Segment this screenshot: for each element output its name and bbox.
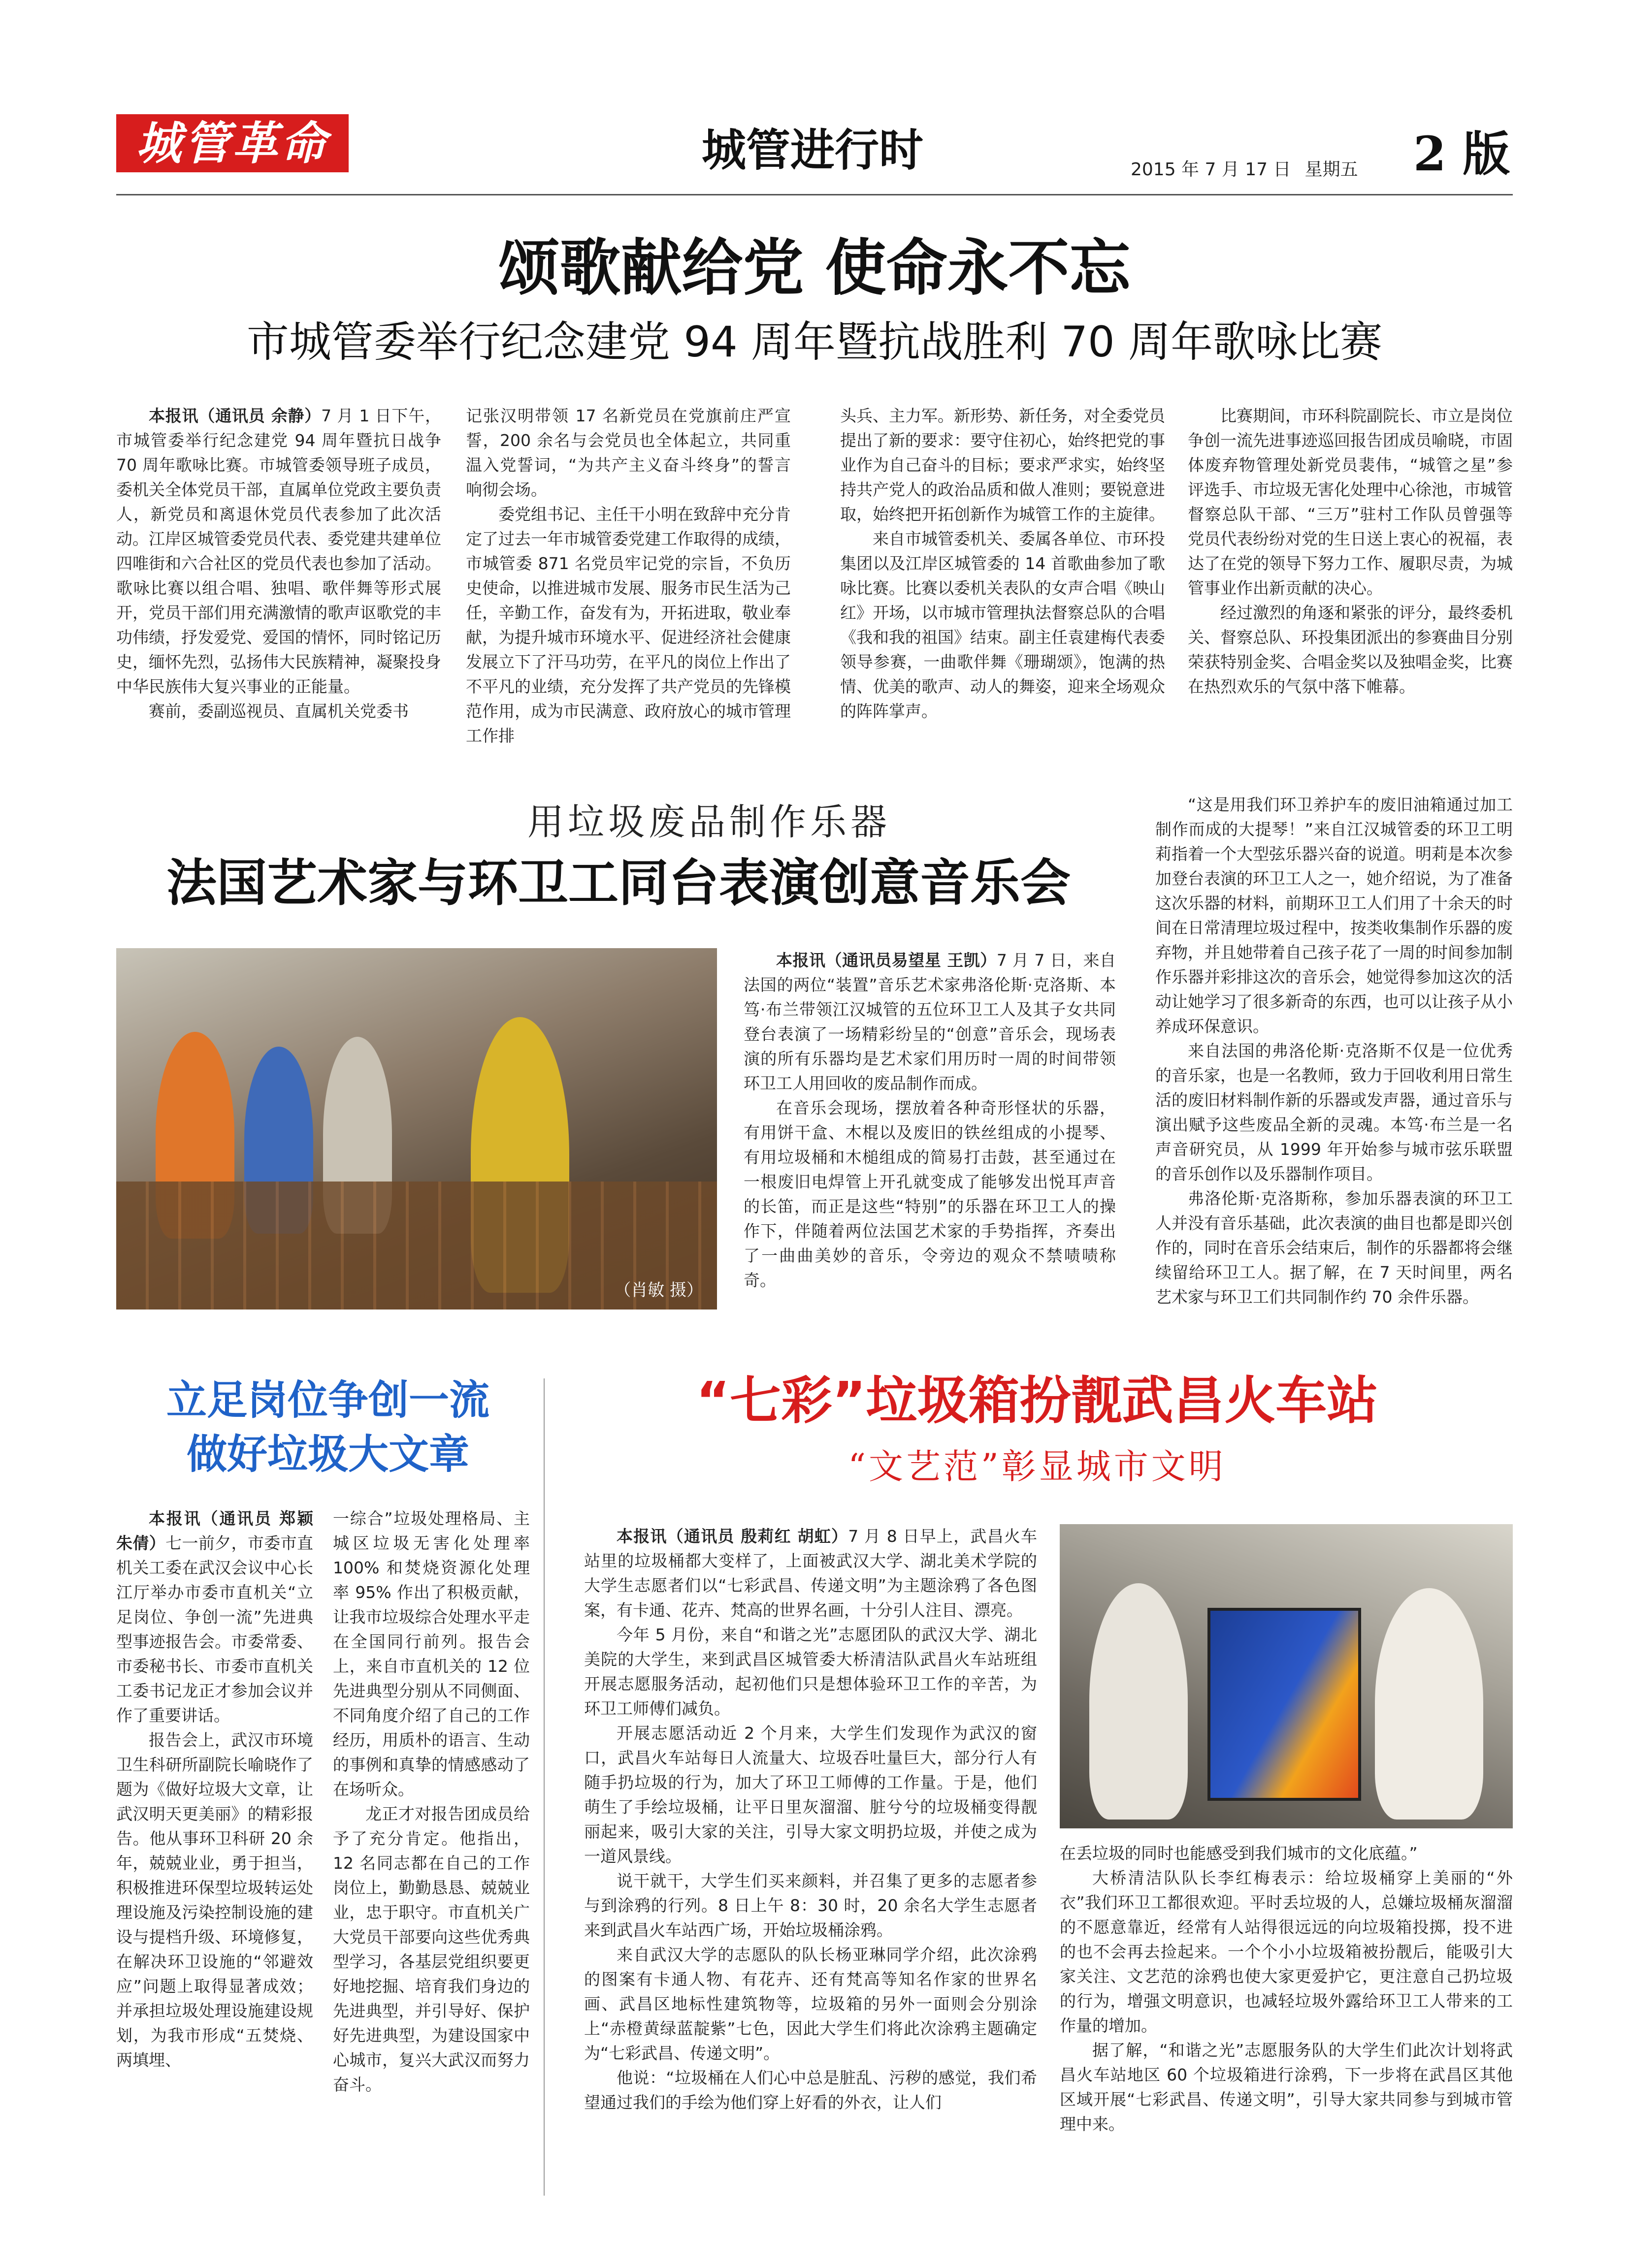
newspaper-logo: 城管革命 <box>116 114 349 172</box>
article2-column-2 <box>1155 793 1513 1314</box>
article1-paragraph: 委党组书记、主任干小明在致辞中充分肯定了过去一年市城管委党建工作取得的成绩，市城管委 871 名党员牢记党的宗旨，不负历史使命，以推进城市发展、服务市民生活为己任，辛勤工作，奋发有为，开拓进取，敬业奉献，为提升城市环境水平、促进经济社会健康发展立下了汗马功劳，在平凡的岗位上作出了不平凡的业绩，充分发挥了共产党员的先锋模范作用，成为市民满意、政府放心的城市管理工作排 <box>466 505 791 745</box>
article3-column-2 <box>333 1506 530 2196</box>
article1-byline: 本报讯（通讯员 余静） <box>149 406 322 425</box>
article4-paragraph: 开展志愿活动近 2 个月来，大学生们发现作为武汉的窗口，武昌火车站每日人流量大、垃圾吞吐量巨大，部分行人有随手扔垃圾的行为，加大了环卫工师傅的工作量。于是，他们萌生了手绘垃圾桶，让平日里灰溜溜、脏兮兮的垃圾桶变得靓丽起来，吸引大家的关注，引导大家文明扔垃圾，并使之成为一道风景线。 <box>584 1724 1037 1866</box>
article2-paragraph: 7 月 7 日，来自法国的两位“装置”音乐艺术家弗洛伦斯·克洛斯、本笃·布兰带领江汉城管的五位环卫工人及其子女共同登台表演了一场精彩纷呈的“创意”音乐会，现场表演的所有乐器均是艺术家们用历时一周的时间带领环卫工人用回收的废品制作而成。 <box>744 951 1116 1093</box>
article2-byline: 本报讯（通讯员易望星 王凯） <box>776 951 997 970</box>
issue-date <box>1131 156 1372 181</box>
article4-paragraph: 他说：“垃圾桶在人们心中总是脏乱、污秽的感觉，我们希望通过我们的手绘为他们穿上好看的外衣，让人们 <box>584 2068 1037 2112</box>
article2-paragraph: 弗洛伦斯·克洛斯称，参加乐器表演的环卫工人并没有音乐基础，此次表演的曲目也都是即兴创作的，同时在音乐会结束后，制作的乐器都将会继续留给环卫工人。据了解，在 7 天时间里，两名艺术家与环卫工们共同制作约 70 余件乐器。 <box>1155 1189 1513 1307</box>
article2-paragraph: “这是用我们环卫养护车的废旧油箱通过加工制作而成的大提琴！”来自江汉城管委的环卫工明莉指着一个大型弦乐器兴奋的说道。明莉是本次参加登台表演的环卫工人之一，她介绍说，为了准备这次乐器的材料，前期环卫工人们用了十余天的时间在日常清理垃圾过程中，按类收集制作乐器的废弃物，并且她带着自己孩子花了一周的时间参加制作乐器并彩排这次的音乐会，她觉得参加这次的活动让她学习了很多新奇的东西，也可以让孩子从小养成环保意识。 <box>1155 795 1513 1036</box>
article4-paragraph: 说干就干，大学生们买来颜料，并召集了更多的志愿者参与到涂鸦的行列。8 日上午 8：30 时，20 余名大学生志愿者来到武昌火车站西广场，开始垃圾桶涂鸦。 <box>584 1871 1037 1940</box>
article3-headline-line2: 做好垃圾大文章 <box>186 1431 469 1478</box>
article1-paragraph: 比赛期间，市环科院副院长、市立是岗位争创一流先进事迹巡回报告团成员喻晓，市固体废弃物管理处新党员裴伟，“城管之星”参评选手、市垃圾无害化处理中心徐池，市城管督察总队干部、“三万”驻村工作队员曾强等党员代表纷纷对党的生日送上衷心的祝福，表达了在党的领导下努力工作、履职尽责，为城管事业作出新贡献的决心。 <box>1188 406 1513 598</box>
masthead-divider <box>116 194 1513 195</box>
article1-paragraph: 头兵、主力军。新形势、新任务，对全委党员提出了新的要求：要守住初心，始终把党的事业作为自己奋斗的目标；要求严求实，始终坚持共产党人的政治品质和做人准则；要锐意进取，始终把开拓创新作为城管工作的主旋律。 <box>840 406 1165 524</box>
column-divider <box>544 1378 545 2196</box>
section-title: 城管进行时 <box>702 124 923 176</box>
article4-paragraph: 据了解，“和谐之光”志愿服务队的大学生们此次计划将武昌火车站地区 60 个垃圾箱进行涂鸦，下一步将在武昌区其他区域开展“七彩武昌、传递文明”，引导大家共同参与到城市管理中来。 <box>1060 2041 1513 2134</box>
article4-byline: 本报讯（通讯员 殷莉红 胡虹） <box>617 1527 848 1546</box>
article4-headline: “七彩”垃圾箱扮靓武昌火车站 <box>696 1371 1378 1431</box>
article2-paragraph: 在音乐会现场，摆放着各种奇形怪状的乐器，有用饼干盒、木棍以及废旧的铁丝组成的小提琴、有用垃圾桶和木槌组成的简易打击鼓，甚至通过在一根废旧电焊管上开孔就变成了能够发出悦耳声音的长笛，而正是这些“特别”的乐器在环卫工人的操作下，伴随着两位法国艺术家的手势指挥，齐奏出了一曲曲美妙的音乐，令旁边的观众不禁啧啧称奇。 <box>744 1098 1116 1290</box>
article4-paragraph: 来自武汉大学的志愿队的队长杨亚琳同学介绍，此次涂鸦的图案有卡通人物、有花卉、还有梵高等知名作家的世界名画、武昌区地标性建筑物等，垃圾箱的另外一面则会分别涂上“赤橙黄绿蓝靛紫”七色，因此大学生们将此次涂鸦主题确定为“七彩武昌、传递文明”。 <box>584 1945 1037 2063</box>
concert-photo <box>116 948 717 1310</box>
article3-headline-line1: 立足岗位争创一流 <box>166 1377 489 1424</box>
article2-kicker: 用垃圾废品制作乐器 <box>527 801 891 843</box>
article2-paragraph: 来自法国的弗洛伦斯·克洛斯不仅是一位优秀的音乐家，也是一名教师，致力于回收利用日常生活的废旧材料制作新的乐器或发声器，通过音乐与演出赋予这些废品全新的灵魂。本笃·布兰是一名声音研究员，从 1999 年开始参与城市弦乐联盟的音乐创作以及乐器制作项目。 <box>1155 1041 1513 1183</box>
article1-paragraph: 来自市城管委机关、委属各单位、市环投集团以及江岸区城管委的 14 首歌曲参加了歌咏比赛。比赛以委机关表队的女声合唱《映山红》开场，以市城市管理执法督察总队的合唱《我和我的祖国》结束。副主任袁建梅代表委领导参赛，一曲歌伴舞《珊瑚颂》，饱满的热情、优美的歌声、动人的舞姿，迎来全场观众的阵阵掌声。 <box>840 529 1165 721</box>
article1-column-2 <box>466 404 791 768</box>
article1-column-4 <box>1188 404 1513 768</box>
article1-column-1 <box>116 404 441 768</box>
photo-credit: （肖敏 摄） <box>614 1280 703 1300</box>
article2-column-1 <box>744 948 1116 1312</box>
article4-column-2 <box>1060 1841 1513 2205</box>
article4-paragraph: 在丢垃圾的同时也能感受到我们城市的文化底蕴。” <box>1060 1844 1418 1863</box>
article3-paragraph: 一综合”垃圾处理格局、主城区垃圾无害化处理率 100% 和焚烧资源化处理率 95% 作出了积极贡献，让我市垃圾综合处理水平走在全国同行前列。报告会上，来自市直机关的 12 位先进典型分别从不同侧面、不同角度介绍了自己的工作经历，用质朴的语言、生动的事例和真挚的情感感动了在场听众。 <box>333 1509 530 1799</box>
article4-column-1 <box>584 1524 1037 2204</box>
article4-subhead: “文艺范”彰显城市文明 <box>848 1446 1226 1487</box>
article1-paragraph: 7 月 1 日下午，市城管委举行纪念建党 94 周年暨抗日战争 70 周年歌咏比赛。市城管委领导班子成员，委机关全体党员干部，直属单位党政主要负责人，新党员和离退休党员代表参加了此次活动。江岸区城管委党员代表、委党建共建单位四唯街和六合社区的党员代表也参加了活动。歌咏比赛以组合唱、独唱、歌伴舞等形式展开，党员干部们用充满激情的歌声讴歌党的丰功伟绩，抒发爱党、爱国的情怀，同时铭记历史，缅怀先烈，弘扬伟大民族精神，凝聚投身中华民族伟大复兴事业的正能量。 <box>116 406 441 696</box>
page-number: 2 版 <box>1413 126 1510 182</box>
article4-paragraph: 今年 5 月份，来自“和谐之光”志愿团队的武汉大学、湖北美院的大学生，来到武昌区城管委大桥清洁队武昌火车站班组开展志愿服务活动，起初他们只是想体验环卫工作的辛苦，为环卫工师傅们减负。 <box>584 1625 1037 1718</box>
article3-paragraph: 报告会上，武汉市环境卫生科研所副院长喻晓作了题为《做好垃圾大文章，让武汉明天更美丽》的精彩报告。他从事环卫科研 20 余年，兢兢业业，勇于担当，积极推进环保型垃圾转运处理设施及污染控制设施的建设与提档升级、环境修复，在解决环卫设施的“邻避效应”问题上取得显著成效；并承担垃圾处理设施建设规划，为我市形成“五焚烧、两填埋、 <box>116 1730 313 2070</box>
painted-bin-photo <box>1060 1524 1513 1828</box>
article1-subhead: 市城管委举行纪念建党 94 周年暨抗战胜利 70 周年歌咏比赛 <box>246 318 1383 367</box>
article3-byline: 本报讯（通讯员 郑颖 朱倩） <box>116 1509 313 1553</box>
article4-paragraph: 大桥清洁队队长李红梅表示：给垃圾桶穿上美丽的“外衣”我们环卫工都很欢迎。平时丢垃圾的人，总嫌垃圾桶灰溜溜的不愿意靠近，经常有人站得很远远的向垃圾箱投掷，投不进的也不会再去捡起来。一个个小小垃圾箱被扮靓后，能吸引大家关注、文艺范的涂鸦也使大家更爱护它，更注意自己扔垃圾的行为，增强文明意识，也减轻垃圾外露给环卫工人带来的工作量的增加。 <box>1060 1868 1513 2035</box>
date-text: 2015 年 7 月 17 日 <box>1131 160 1291 180</box>
article3-paragraph: 七一前夕，市委市直机关工委在武汉会议中心长江厅举办市委市直机关“立足岗位、争创一流”先进典型事迹报告会。市委常委、市委秘书长、市委市直机关工委书记龙正才参加会议并作了重要讲话。 <box>116 1533 313 1725</box>
article1-column-3 <box>840 404 1165 768</box>
article3-column-1 <box>116 1506 313 2196</box>
article1-paragraph: 经过激烈的角逐和紧张的评分，最终委机关、督察总队、环投集团派出的参赛曲目分别荣获特别金奖、合唱金奖以及独唱金奖，比赛在热烈欢乐的气氛中落下帷幕。 <box>1188 603 1513 696</box>
article2-headline: 法国艺术家与环卫工同台表演创意音乐会 <box>166 854 1071 913</box>
article3-paragraph: 龙正才对报告团成员给予了充分肯定。他指出，12 名同志都在自己的工作岗位上，勤勤恳恳、兢兢业业，忠于职守。市直机关广大党员干部要向这些优秀典型学习，各基层党组织要更好地挖掘、培育我们身边的先进典型，并引导好、保护好先进典型，为建设国家中心城市，复兴大武汉而努力奋斗。 <box>333 1804 530 2094</box>
article1-headline: 颂歌献给党 使命永不忘 <box>498 233 1131 304</box>
article1-paragraph: 赛前，委副巡视员、直属机关党委书 <box>149 702 409 721</box>
weekday-text: 星期五 <box>1304 160 1358 180</box>
article4-paragraph: 7 月 8 日早上，武昌火车站里的垃圾桶都大变样了，上面被武汉大学、湖北美术学院的大学生志愿者们以“七彩武昌、传递文明”为主题涂鸦了各色图案，有卡通、花卉、梵高的世界名画，十分引人注目、漂亮。 <box>584 1527 1037 1620</box>
article1-paragraph: 记张汉明带领 17 名新党员在党旗前庄严宣誓，200 余名与会党员也全体起立，共同重温入党誓词，“为共产主义奋斗终身”的誓言响彻会场。 <box>466 406 791 499</box>
